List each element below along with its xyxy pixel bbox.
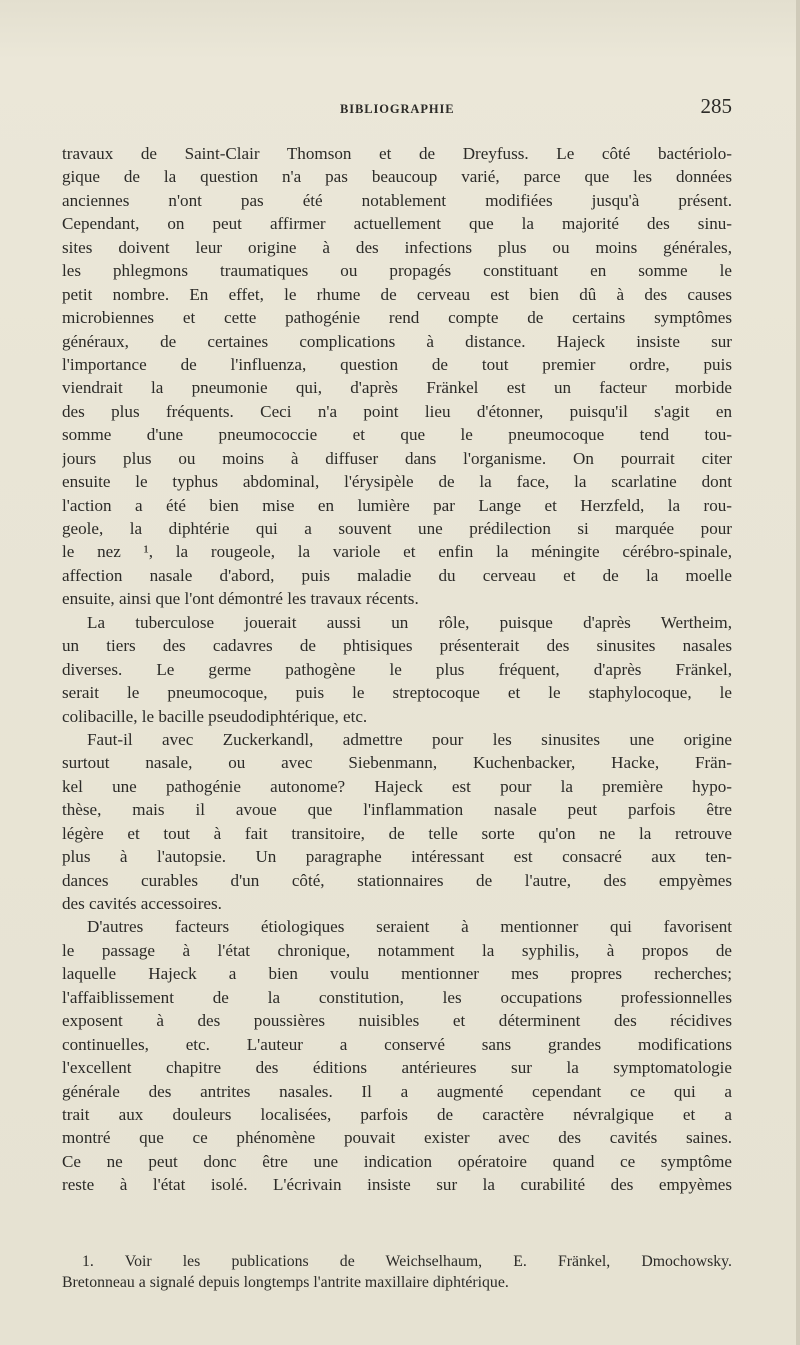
text-line: l'action a été bien mise en lumière par Lange et Herzfeld, la rou-	[62, 495, 732, 515]
text-line: Faut-il avec Zuckerkandl, admettre pour les sinusites une origine	[87, 729, 732, 749]
text-line: surtout nasale, ou avec Siebenmann, Kuchenbacker, Hacke, Frän-	[62, 753, 732, 773]
footnote-line: 1. Voir les publications de Weichselhaum, E. Fränkel, Dmochowsky.	[82, 1253, 732, 1270]
text-line: travaux de Saint-Clair Thomson et de Dreyfuss. Le côté bactériolo-	[62, 144, 732, 163]
text-line: thèse, mais il avoue que l'inflammation nasale peut parfois être	[62, 800, 732, 820]
running-head	[62, 94, 732, 122]
text-line: D'autres facteurs étiologiques seraient à mentionner qui favorisent	[87, 917, 732, 937]
text-line: jours plus ou moins à diffuser dans l'organisme. On pourrait citer	[62, 448, 732, 468]
text-line: colibacille, le bacille pseudodiphtérique, etc.	[62, 706, 368, 726]
text-line: le passage à l'état chronique, notamment la syphilis, à propos de	[62, 940, 732, 960]
text-line: serait le pneumocoque, puis le streptocoque et le staphylocoque, le	[62, 683, 732, 703]
text-line: somme d'une pneumococcie et que le pneumocoque tend tou-	[62, 425, 732, 445]
text-line: kel une pathogénie autonome? Hajeck est pour la première hypo-	[62, 776, 732, 796]
text-line: montré que ce phénomène pouvait exister avec des cavités saines.	[62, 1128, 732, 1148]
text-line: geole, la diphtérie qui a souvent une prédilection si marquée pour	[62, 519, 732, 538]
text-line: trait aux douleurs localisées, parfois de caractère névralgique et a	[62, 1104, 732, 1124]
text-line: ensuite le typhus abdominal, l'érysipèle de la face, la scarlatine dont	[62, 472, 732, 492]
text-line: laquelle Hajeck a bien voulu mentionner mes propres recherches;	[62, 964, 732, 984]
footnotes	[62, 1251, 732, 1293]
text-line: légère et tout à fait transitoire, de telle sorte qu'on ne la retrouve	[62, 823, 732, 843]
text-line: microbiennes et cette pathogénie rend compte de certains symptômes	[62, 308, 732, 328]
text-line: Ce ne peut donc être une indication opératoire quand ce symptôme	[62, 1151, 732, 1171]
text-line: affection nasale d'abord, puis maladie du cerveau et de la moelle	[62, 565, 732, 585]
page-number: 285	[700, 94, 732, 118]
text-line: le nez ¹, la rougeole, la variole et enfin la méningite cérébro-spinale,	[62, 542, 732, 562]
text-line: plus à l'autopsie. Un paragraphe intéressant est consacré aux ten-	[62, 847, 732, 867]
text-line: diverses. Le germe pathogène le plus fréquent, d'après Fränkel,	[62, 659, 732, 679]
text-line: dances curables d'un côté, stationnaires de l'autre, des empyèmes	[62, 870, 732, 890]
text-line: gique de la question n'a pas beaucoup varié, parce que les données	[62, 167, 732, 187]
text-line: l'importance de l'influenza, question de tout premier ordre, puis	[62, 354, 732, 374]
text-line: sites doivent leur origine à des infections plus ou moins générales,	[62, 237, 732, 257]
text-line: des cavités accessoires.	[62, 894, 222, 913]
text-line: les phlegmons traumatiques ou propagés constituant en somme le	[62, 261, 732, 281]
body-text	[62, 142, 732, 1197]
text-line: continuelles, etc. L'auteur a conservé sans grandes modifications	[62, 1034, 732, 1054]
text-line: l'excellent chapitre des éditions antérieures sur la symptomatologie	[62, 1058, 732, 1078]
text-line: généraux, de certaines complications à distance. Hajeck insiste sur	[62, 331, 732, 351]
text-line: un tiers des cadavres de phtisiques présenterait des sinusites nasales	[62, 636, 732, 656]
text-line: anciennes n'ont pas été notablement modifiées jusqu'à présent.	[62, 190, 732, 210]
text-line: Cependant, on peut affirmer actuellement que la majorité des sinu-	[62, 214, 732, 234]
text-line: générale des antrites nasales. Il a augmenté cependant ce qui a	[62, 1081, 732, 1101]
footnote-line: Bretonneau a signalé depuis longtemps l'antrite maxillaire diphtérique.	[62, 1274, 509, 1291]
text-line: ensuite, ainsi que l'ont démontré les travaux récents.	[62, 589, 419, 609]
text-line: reste à l'état isolé. L'écrivain insiste sur la curabilité des empyèmes	[62, 1175, 732, 1195]
text-line: exposent à des poussières nuisibles et déterminent des récidives	[62, 1011, 732, 1031]
text-line: l'affaiblissement de la constitution, les occupations professionnelles	[62, 987, 732, 1007]
running-title: BIBLIOGRAPHIE	[340, 102, 455, 116]
text-line: La tuberculose jouerait aussi un rôle, puisque d'après Wertheim,	[87, 612, 732, 632]
text-line: petit nombre. En effet, le rhume de cerveau est bien dû à des causes	[62, 284, 732, 304]
text-line: des plus fréquents. Ceci n'a point lieu d'étonner, puisqu'il s'agit en	[62, 401, 732, 421]
text-line: viendrait la pneumonie qui, d'après Fränkel est un facteur morbide	[62, 378, 732, 398]
